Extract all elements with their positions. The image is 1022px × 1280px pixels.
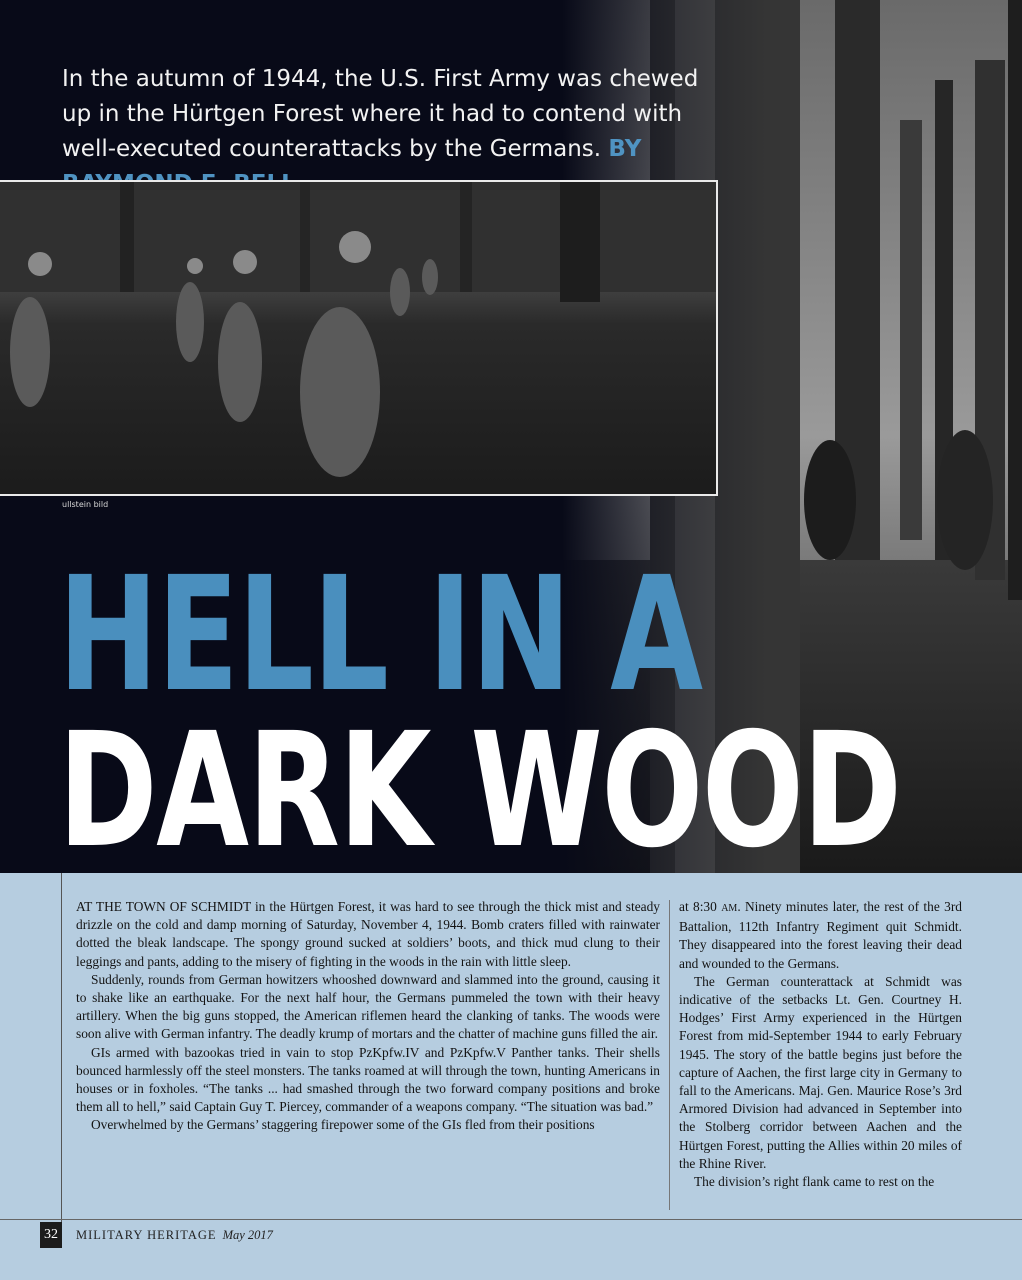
byline: BY — [608, 136, 642, 162]
paragraph: The division’s right flank came to rest on the — [694, 1174, 935, 1190]
column-divider — [669, 900, 670, 1210]
headline-line-1: HELL IN A — [58, 543, 702, 727]
paragraph: GIs armed with bazookas tried in vain to stop PzKpfw.IV and PzKpfw.V Panther tanks. Their shells bounced harmlessly off the steel monsters. The tanks roamed at will through the town, hunting Americans in houses or in foxholes. “The tanks ... had smashed through the two forward company positions and broke them all to hell,” said Captain Guy T. Piercey, commander of a weapons company. “The situation was bad.” — [76, 1044, 660, 1115]
publication-name: MILITARY HERITAGE — [76, 1228, 217, 1242]
issue-date: May 2017 — [222, 1228, 273, 1242]
deck-text: In the autumn of 1944, the U.S. First Army was chewed up in the Hürtgen Forest where it had to contend with well-executed counterattacks by the Germans. — [62, 66, 699, 162]
left-margin-rule — [61, 873, 62, 1230]
page-number: 32 — [40, 1222, 62, 1248]
paragraph: Suddenly, rounds from German howitzers whooshed downward and slammed into the ground, causing it to shake like an earthquake. For the next half hour, the Germans pummeled the town with their heavy artillery. When the big guns stopped, the American riflemen heard the clanking of tanks. The woods were soon alive with German infantry. The deadly krump of mortars and the chatter of machine guns filled the air. — [76, 971, 660, 1042]
paragraph: Overwhelmed by the Germans’ staggering firepower some of the GIs fled from their positions — [91, 1117, 595, 1133]
inset-photo — [0, 180, 718, 496]
folio — [76, 1228, 273, 1243]
paragraph-text: . Ninety minutes later, the rest of the 3rd Battalion, 112th Infantry Regiment quit Schmidt. They disappeared into the forest leaving their dead and wounded to the Germans. — [679, 899, 962, 971]
soldiers-photo — [0, 182, 718, 496]
paragraph-text: at 8:30 — [679, 899, 722, 914]
footer-rule — [0, 1219, 1022, 1220]
headline-line-2: DARK WOOD — [58, 699, 901, 873]
paragraph: AT THE TOWN OF SCHMIDT in the Hürtgen Forest, it was hard to see through the thick mist and steady drizzle on the cold and damp morning of Saturday, November 4, 1944. Bomb craters filled with rainwater dotted the bleak landscape. The spongy ground sucked at soldiers’ boots, and thick mud clung to their leggings and pants, adding to the misery of fighting in the woods in the rain with little sleep. — [76, 899, 660, 969]
body-column-2 — [679, 898, 962, 1191]
photo-credit: ullstein bild — [62, 500, 109, 509]
time-am: AM — [721, 903, 738, 914]
paragraph — [679, 898, 962, 973]
paragraph: The German counterattack at Schmidt was indicative of the setbacks Lt. Gen. Courtney H. Hodges’ First Army experienced in the Hürtgen Forest from mid-September 1944 to early February 1945. The story of the battle begins just before the capture of Aachen, the first large city in Germany to fall to the Americans. Maj. Gen. Maurice Rose’s 3rd Armored Division had advanced in September into the Stolberg corridor between Aachen and the Hürtgen Forest, putting the Allies within 20 miles of the Rhine River. — [679, 973, 962, 1171]
body-column-1 — [76, 898, 660, 1135]
